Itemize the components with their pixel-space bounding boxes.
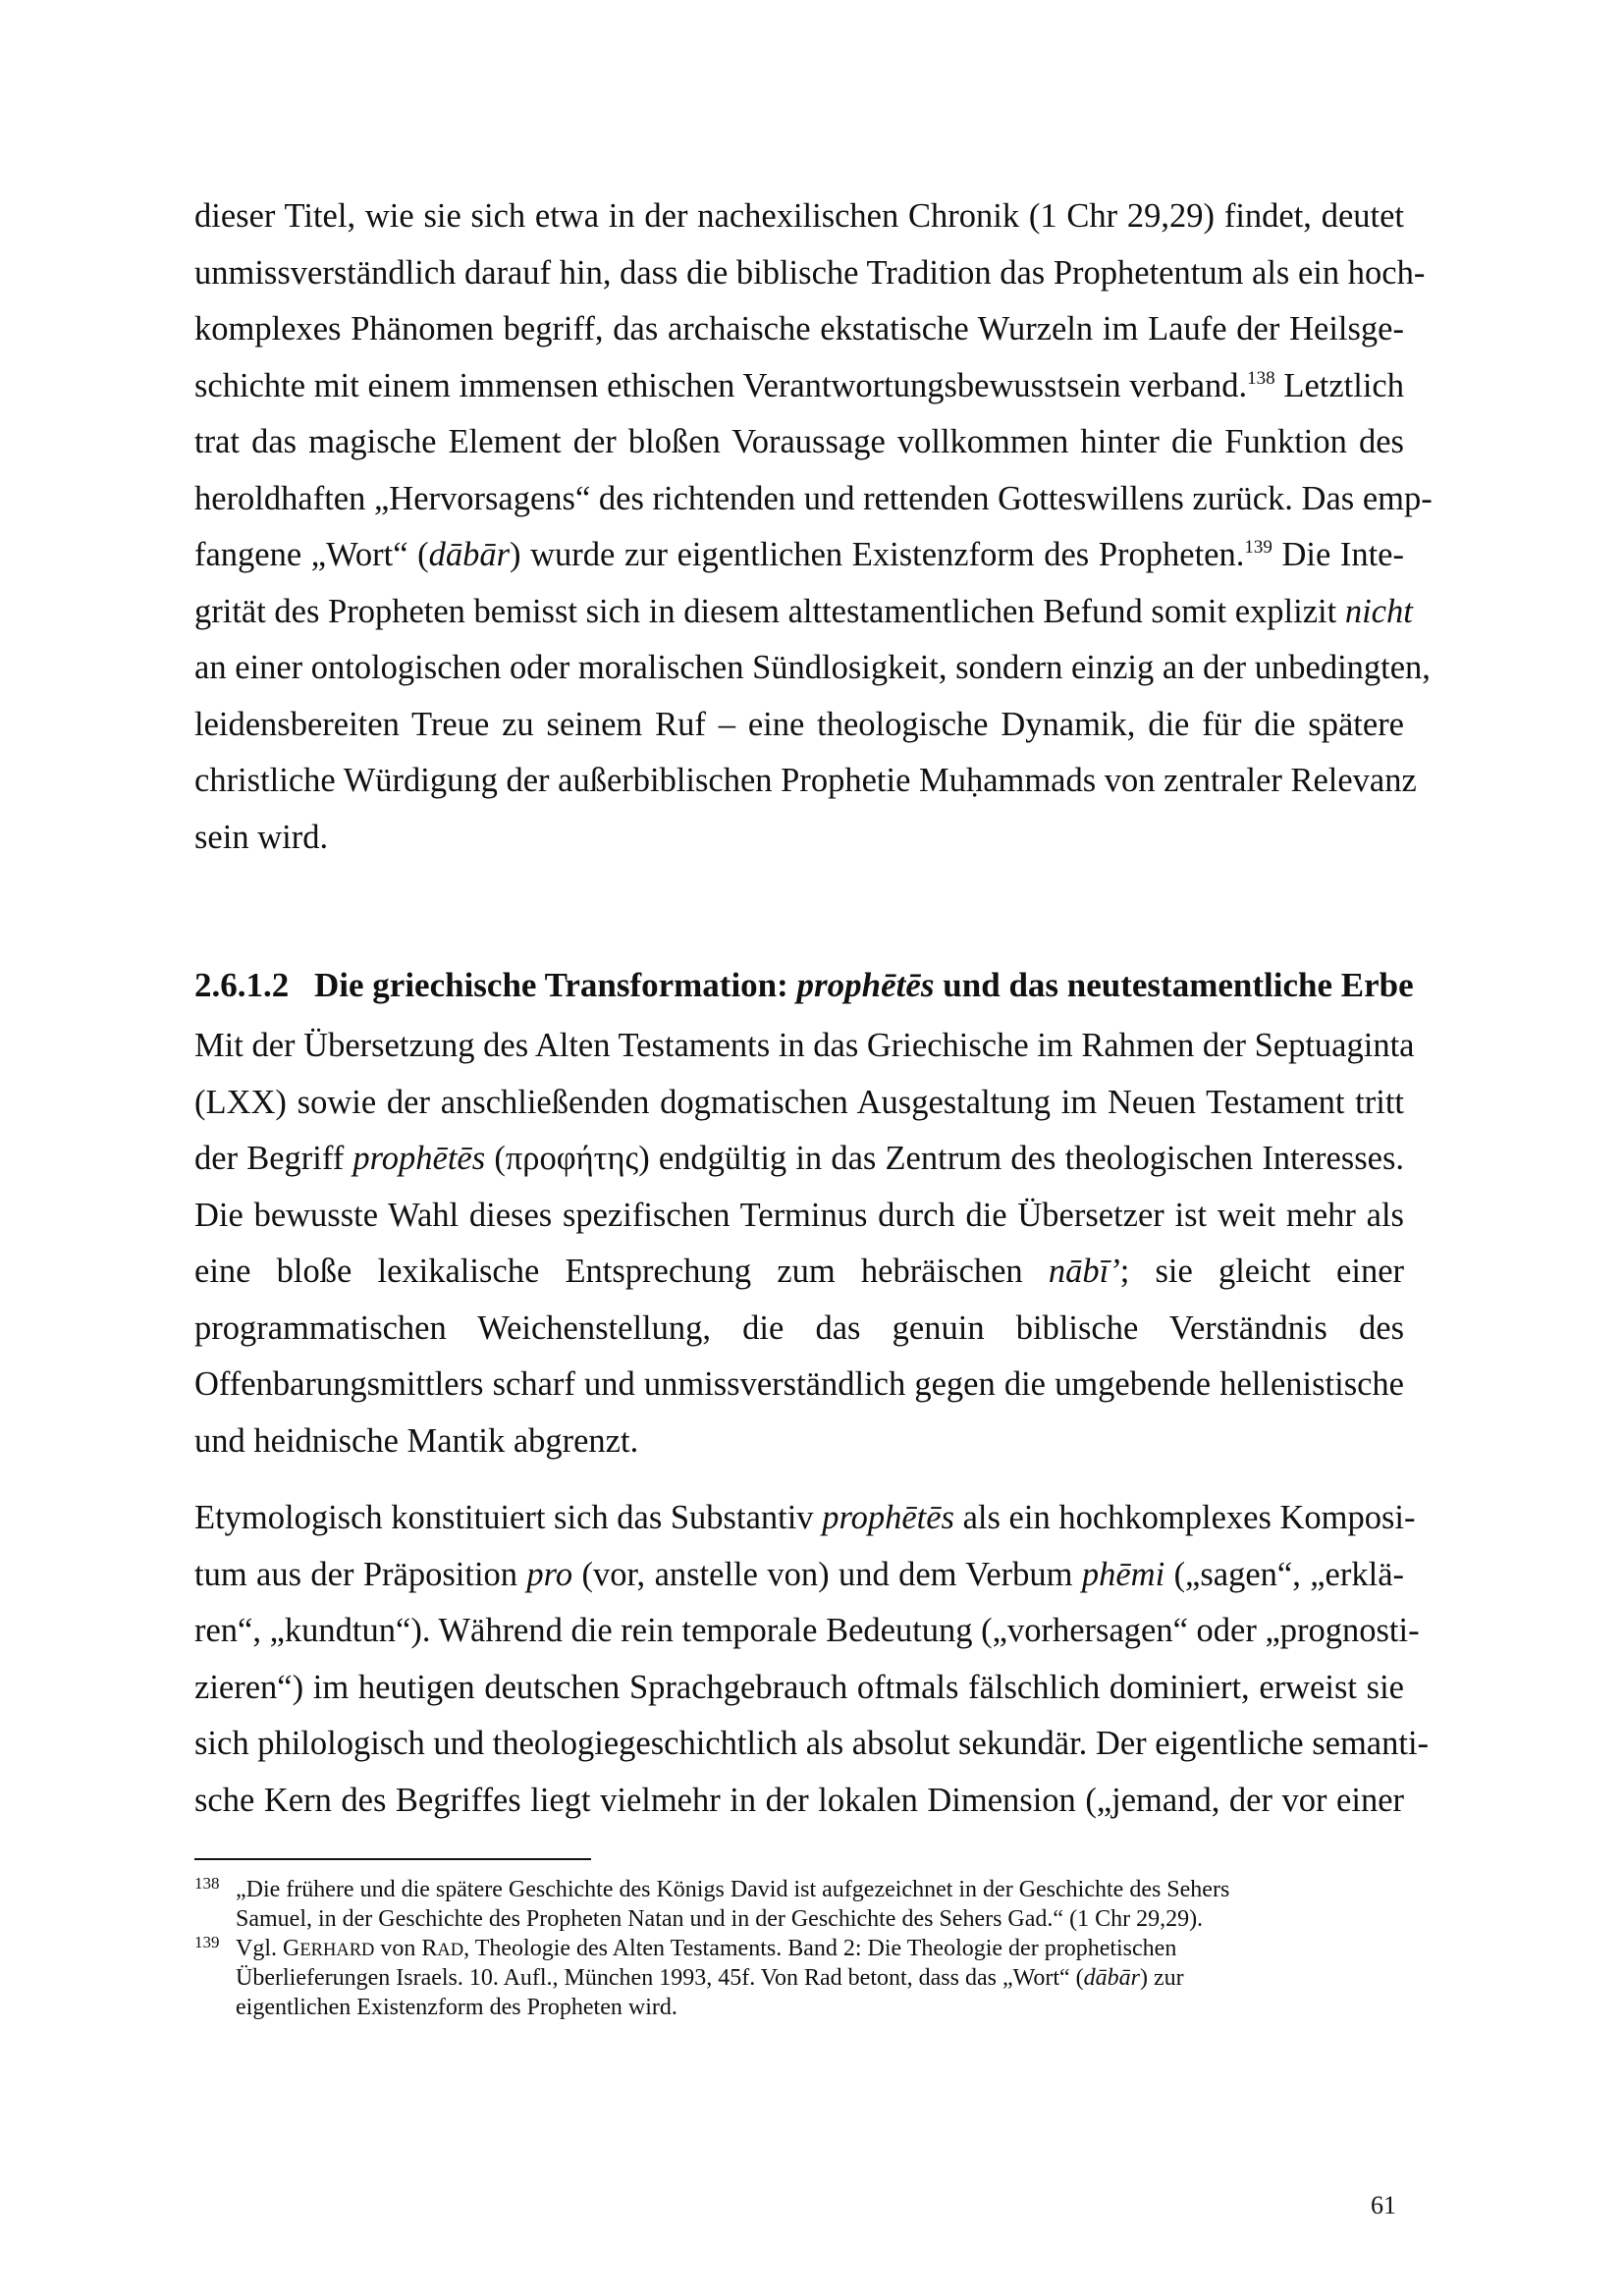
text-line (194, 364, 1404, 413)
small-caps-run: AD (437, 1941, 464, 1960)
italic-term: phēmi (1081, 1556, 1165, 1593)
text-line: Die bewusste Wahl dieses spezifischen Terminus durch die Übersetzer ist weit mehr als (194, 1197, 1404, 1234)
text-run: ) wurde zur eigentlichen Existenzform des Propheten. (510, 536, 1245, 573)
page-number: 61 (1371, 2191, 1396, 2219)
footnote-number: 139 (194, 1933, 220, 1951)
italic-term: pro (526, 1556, 573, 1593)
text-line: zieren“) im heutigen deutschen Sprachgebrauch oftmals fälschlich dominiert, erweist sie (194, 1669, 1404, 1706)
text-line: und heidnische Mantik abgrenzt. (194, 1422, 639, 1460)
text-run: eine bloße lexikalische Entsprechung zum hebräischen (194, 1253, 1049, 1290)
text-run: , Theologie des Alten Testaments. Band 2: Die Theologie der prophetischen (463, 1936, 1177, 1961)
text-line (194, 1496, 1416, 1539)
text-run: (προφήτης) endgültig in das Zentrum des theologischen Interesses. (485, 1140, 1404, 1177)
text-run: als ein hochkomplexes Komposi- (953, 1499, 1416, 1536)
text-line: christliche Würdigung der außerbiblischen Prophetie Muḥammads von zentraler Relevanz (194, 762, 1417, 799)
italic-term: dābār (428, 536, 511, 573)
italic-term: nicht (1344, 593, 1413, 630)
text-run: Vgl. G (236, 1936, 300, 1961)
heading-text: und das neutestamentliche Erbe (934, 966, 1414, 1004)
text-run: der Begriff (194, 1140, 353, 1177)
text-line (194, 533, 1404, 582)
footnote-line: „Die frühere und die spätere Geschichte des Königs David ist aufgezeichnet in der Geschichte des Sehers (236, 1877, 1230, 1902)
text-line: sein wird. (194, 819, 329, 856)
text-line: an einer ontologischen oder moralischen Sündlosigkeit, sondern einzig an der unbedingten, (194, 649, 1431, 686)
text-line: heroldhaften „Hervorsagens“ des richtenden und rettenden Gotteswillens zurück. Das emp- (194, 480, 1433, 517)
text-run: Letztlich (1274, 367, 1404, 404)
heading-italic-term: prophētēs (796, 966, 935, 1004)
text-run: Überlieferungen Israels. 10. Aufl., München 1993, 45f. Von Rad betont, dass das „Wort“ ( (236, 1965, 1084, 1991)
text-line (194, 1137, 1404, 1180)
text-run: ) zur (1140, 1965, 1184, 1991)
text-line (194, 590, 1413, 633)
text-run: Etymologisch konstituiert sich das Substantiv (194, 1499, 823, 1536)
footnote-ref-138[interactable]: 138 (1247, 368, 1275, 389)
text-line: ren“, „kundtun“). Während die rein temporale Bedeutung („vorhersagen“ oder „prognosti- (194, 1612, 1420, 1649)
text-line: sich philologisch und theologiegeschichtlich als absolut sekundär. Der eigentliche semanti- (194, 1725, 1430, 1762)
small-caps-run: ERHARD (299, 1941, 375, 1960)
text-line: unmissverständlich darauf hin, dass die biblische Tradition das Prophetentum als ein hoch- (194, 254, 1426, 292)
text-run: tum aus der Präposition (194, 1556, 527, 1593)
text-run: ; sie gleicht einer (1119, 1253, 1404, 1290)
section-heading (194, 964, 1414, 1007)
italic-term: prophētēs (822, 1499, 954, 1536)
footnote-line: Samuel, in der Geschichte des Propheten Natan und in der Geschichte des Sehers Gad.“ (1 Chr 29,29). (236, 1906, 1204, 1932)
text-line: (LXX) sowie der anschließenden dogmatischen Ausgestaltung im Neuen Testament tritt (194, 1084, 1404, 1121)
text-line (194, 1553, 1404, 1596)
footnote-number: 138 (194, 1874, 220, 1893)
text-line: dieser Titel, wie sie sich etwa in der nachexilischen Chronik (1 Chr 29,29) findet, deutet (194, 197, 1404, 235)
text-run: (vor, anstelle von) und dem Verbum (572, 1556, 1082, 1593)
text-line: programmatischen Weichenstellung, die das genuin biblische Verständnis des (194, 1309, 1404, 1347)
text-run: schichte mit einem immensen ethischen Verantwortungsbewusstsein verband. (194, 367, 1248, 404)
text-line: sche Kern des Begriffes liegt vielmehr in der lokalen Dimension („jemand, der vor einer (194, 1782, 1404, 1819)
text-run: grität des Propheten bemisst sich in diesem alttestamentlichen Befund somit explizit (194, 593, 1345, 630)
footnote-line (236, 1934, 1394, 1965)
text-line (194, 1250, 1404, 1293)
text-run: fangene „Wort“ ( (194, 536, 429, 573)
text-line: trat das magische Element der bloßen Voraussage vollkommen hinter die Funktion des (194, 423, 1404, 460)
text-line: Mit der Übersetzung des Alten Testaments in das Griechische im Rahmen der Septuaginta (194, 1027, 1415, 1064)
italic-term: nābī’ (1048, 1253, 1120, 1290)
text-run: von R (374, 1936, 438, 1961)
footnote-line (236, 1963, 1394, 1993)
text-line: Offenbarungsmittlers scharf und unmissverständlich gegen die umgebende hellenistische (194, 1365, 1404, 1403)
text-run: („sagen“, „erklä- (1164, 1556, 1404, 1593)
italic-term: prophētēs (352, 1140, 486, 1177)
section-number: 2.6.1.2 (194, 966, 290, 1004)
footnote-line: eigentlichen Existenzform des Propheten wird. (236, 1995, 677, 2020)
text-run: Die Inte- (1272, 536, 1404, 573)
footnote-ref-139[interactable]: 139 (1244, 537, 1272, 558)
text-line: leidensbereiten Treue zu seinem Ruf – eine theologische Dynamik, die für die spätere (194, 706, 1404, 743)
text-line: komplexes Phänomen begriff, das archaische ekstatische Wurzeln im Laufe der Heilsge- (194, 310, 1404, 347)
italic-term: dābār (1083, 1965, 1141, 1991)
footnote-separator (194, 1858, 591, 1860)
heading-text: Die griechische Transformation: (314, 966, 797, 1004)
